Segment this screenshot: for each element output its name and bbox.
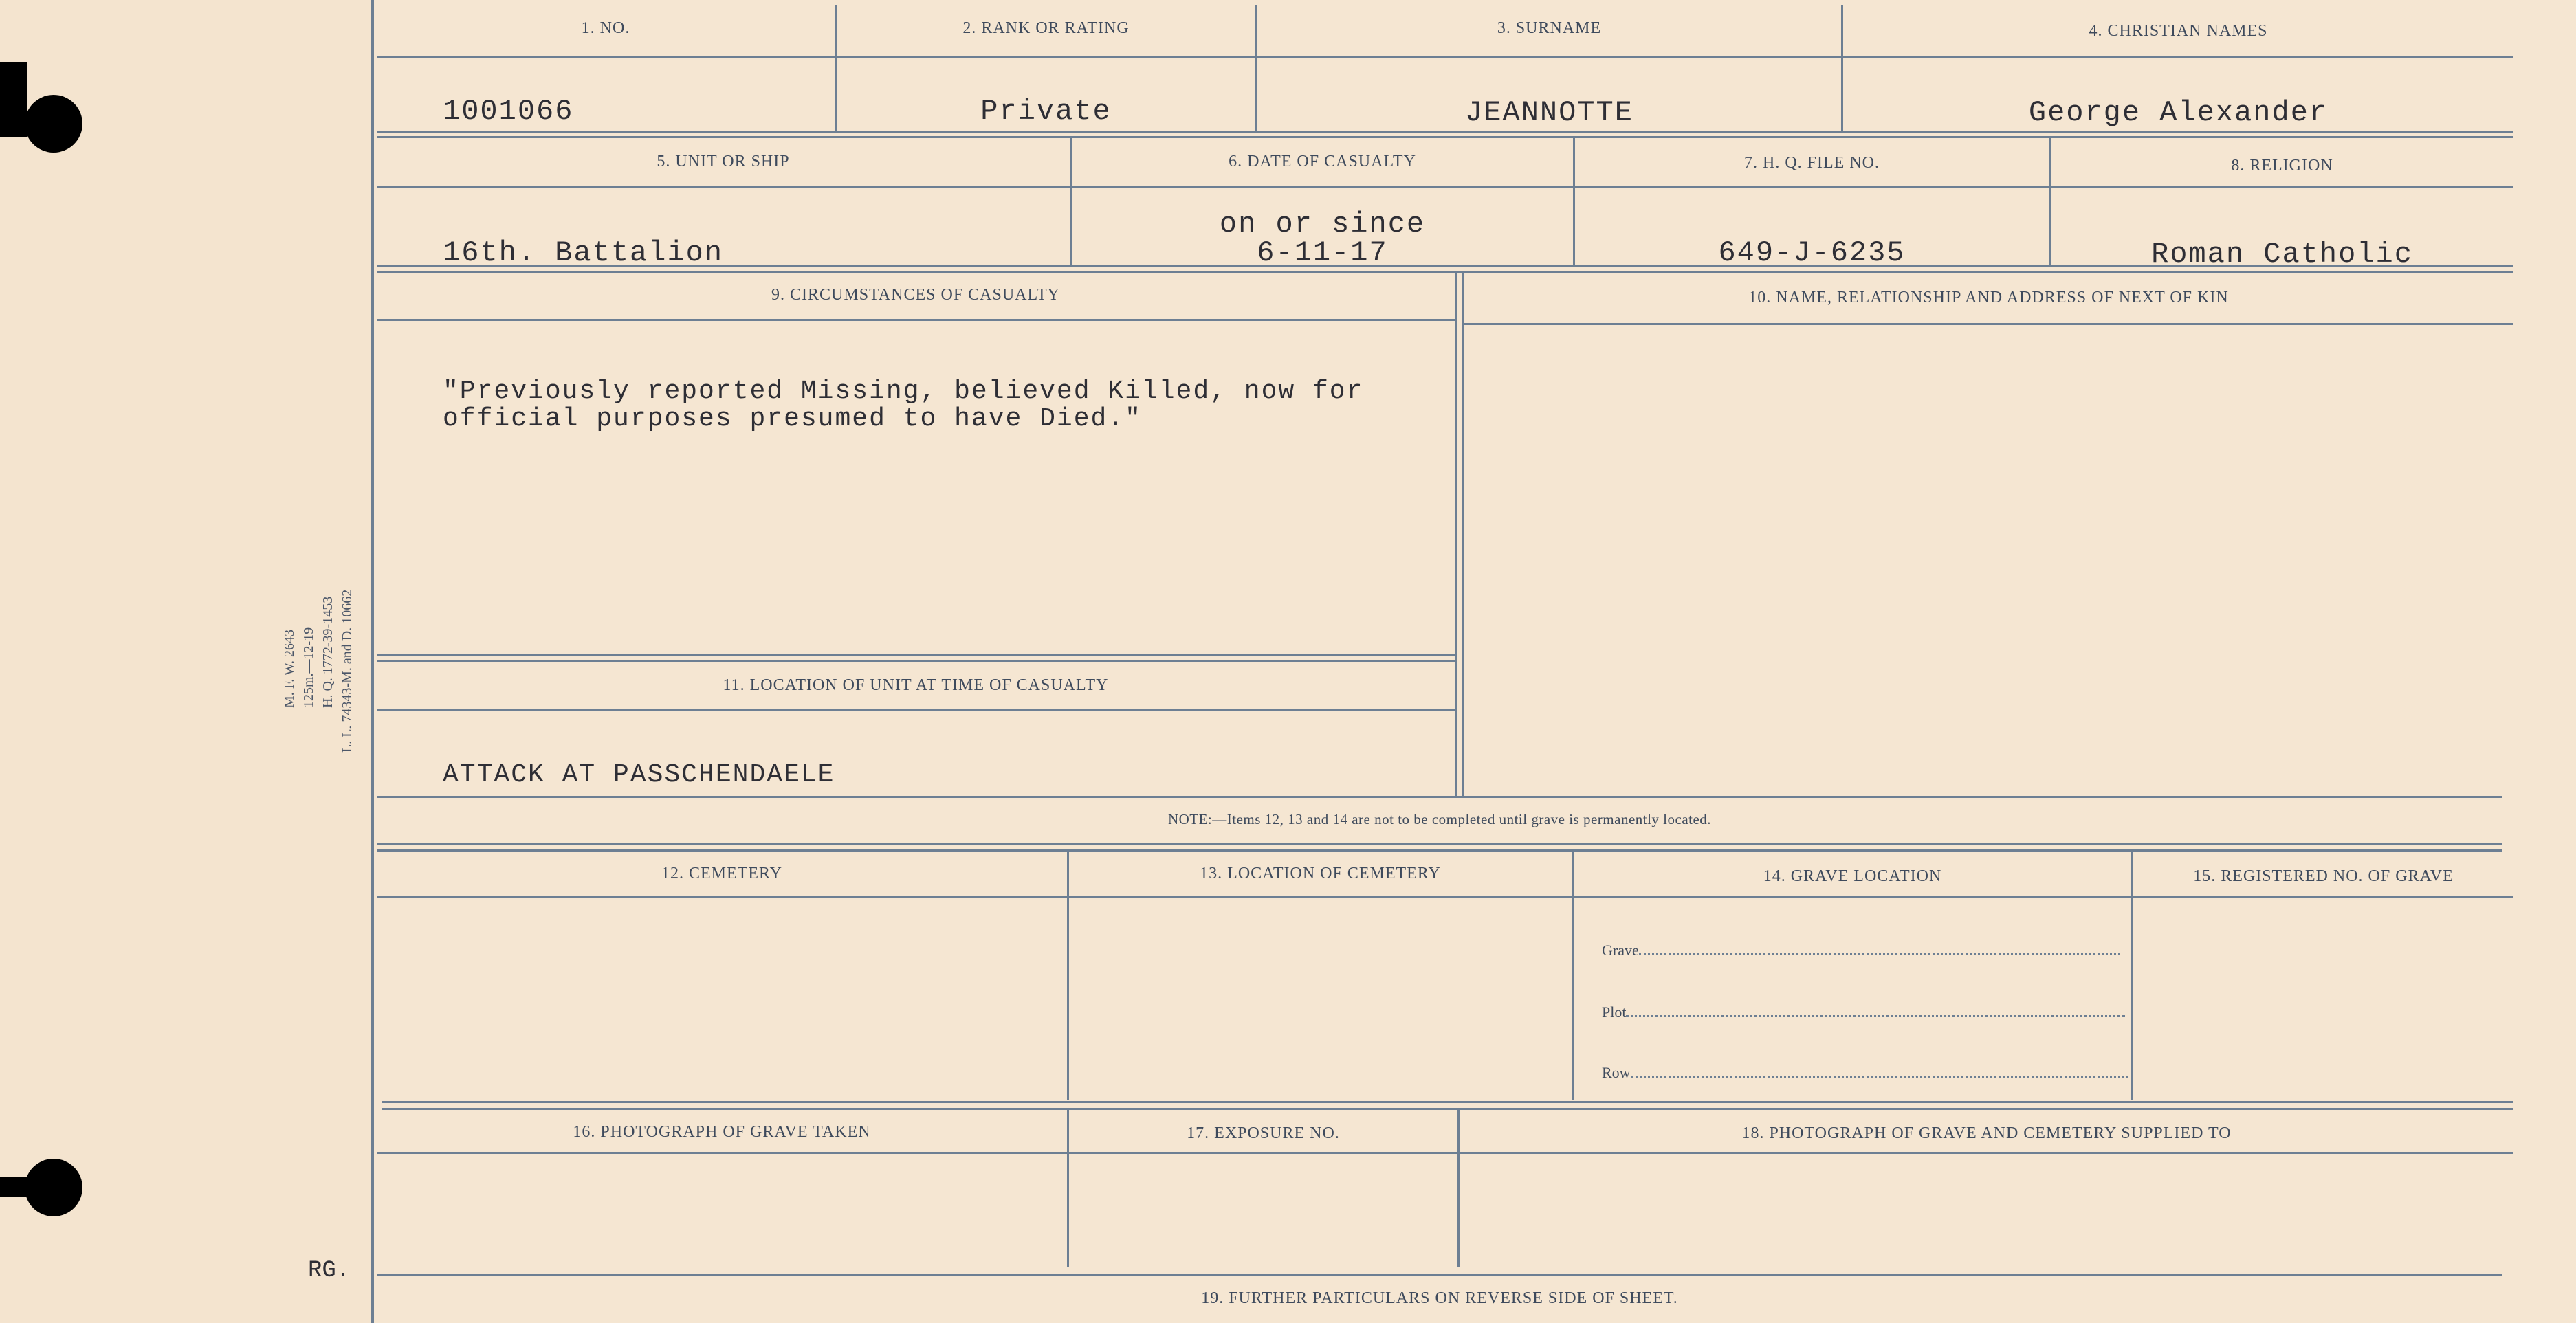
plot-label: Plot <box>1602 1003 1627 1021</box>
label-photograph-supplied: 18. PHOTOGRAPH OF GRAVE AND CEMETERY SUPPLIED TO <box>1741 1124 2232 1142</box>
label-circumstances: 9. CIRCUMSTANCES OF CASUALTY <box>771 286 1060 304</box>
form-code-line1: M. F. W. 2643 <box>282 630 297 708</box>
label-christian-names: 4. CHRISTIAN NAMES <box>2089 22 2268 40</box>
label-surname: 3. SURNAME <box>1497 19 1602 37</box>
rule <box>377 186 2513 188</box>
rule <box>377 849 2502 852</box>
rule <box>377 131 2513 133</box>
value-religion: Roman Catholic <box>2151 238 2413 271</box>
label-next-of-kin: 10. NAME, RELATIONSHIP AND ADDRESS OF NEXT OF KIN <box>1748 289 2229 307</box>
rule <box>377 1274 2502 1276</box>
value-location-of-unit: ATTACK AT PASSCHENDAELE <box>443 760 835 790</box>
rule <box>377 709 1455 711</box>
plot-line <box>1602 1003 2125 1021</box>
grave-line <box>1602 942 2120 959</box>
form-left-border <box>371 0 374 1323</box>
plot-dots <box>1626 1005 2125 1017</box>
rule <box>377 1152 2513 1154</box>
rule <box>377 796 2502 798</box>
grave-dots <box>1639 944 2120 955</box>
value-christian-names: George Alexander <box>2028 96 2329 129</box>
value-circumstances-line1: "Previously reported Missing, believed Killed, now for <box>443 377 1364 406</box>
form-code-line4: L. L. 74343-M. and D. 10662 <box>340 589 355 753</box>
row-line <box>1602 1064 2128 1082</box>
rule <box>377 660 1455 662</box>
label-location-of-cemetery: 13. LOCATION OF CEMETERY <box>1200 865 1441 882</box>
form-code-line3: H. Q. 1772-39-1453 <box>320 596 335 708</box>
rule <box>377 654 1455 656</box>
binder-hole-top-tab <box>0 62 27 137</box>
label-religion: 8. RELIGION <box>2231 157 2333 175</box>
rule <box>377 271 2513 273</box>
rule <box>1464 323 2513 325</box>
binder-hole-top <box>25 95 82 153</box>
label-cemetery: 12. CEMETERY <box>661 865 782 882</box>
rule <box>382 1101 2513 1103</box>
rule <box>377 56 2513 58</box>
rule <box>1572 851 1574 1100</box>
row-dots <box>1631 1066 2128 1078</box>
label-unit: 5. UNIT OR SHIP <box>657 153 790 170</box>
label-date-of-casualty: 6. DATE OF CASUALTY <box>1229 153 1416 170</box>
rule <box>377 136 2513 138</box>
rule <box>382 1108 2513 1110</box>
value-hq-file: 649-J-6235 <box>1718 236 1906 269</box>
note-text: NOTE:—Items 12, 13 and 14 are not to be completed until grave is permanently located. <box>1167 811 1712 827</box>
label-rank: 2. RANK OR RATING <box>962 19 1130 37</box>
form-code-line2: 125m.—12-19 <box>301 627 316 708</box>
grave-label: Grave <box>1602 942 1639 959</box>
binder-hole-bottom-tab <box>0 1177 30 1197</box>
label-hq-file: 7. H. Q. FILE NO. <box>1744 154 1880 172</box>
label-no: 1. NO. <box>581 19 630 37</box>
value-date-line2: 6-11-17 <box>1257 236 1388 269</box>
rule <box>377 843 2502 845</box>
value-date-line1: on or since <box>1219 208 1426 241</box>
value-circumstances-line2: official purposes presumed to have Died." <box>443 404 1142 434</box>
label-grave-location: 14. GRAVE LOCATION <box>1763 867 1942 885</box>
rule <box>1455 272 1457 796</box>
label-photograph-taken: 16. PHOTOGRAPH OF GRAVE TAKEN <box>573 1123 871 1141</box>
row-label: Row <box>1602 1064 1631 1081</box>
label-further-particulars: 19. FURTHER PARTICULARS ON REVERSE SIDE OF SHEET. <box>1201 1289 1678 1307</box>
rule <box>2131 851 2133 1100</box>
label-registered-no: 15. REGISTERED NO. OF GRAVE <box>2193 867 2454 885</box>
value-surname: JEANNOTTE <box>1465 96 1633 129</box>
rg-mark: RG. <box>308 1258 351 1284</box>
value-no: 1001066 <box>443 95 574 128</box>
value-unit: 16th. Battalion <box>443 236 724 269</box>
rule <box>1462 272 1464 796</box>
label-location-of-unit: 11. LOCATION OF UNIT AT TIME OF CASUALTY <box>723 676 1109 694</box>
binder-hole-bottom <box>25 1159 82 1216</box>
rule <box>1067 851 1069 1100</box>
rule <box>377 319 1455 321</box>
rule <box>377 896 2513 898</box>
value-rank: Private <box>980 95 1112 128</box>
label-exposure-no: 17. EXPOSURE NO. <box>1187 1124 1340 1142</box>
